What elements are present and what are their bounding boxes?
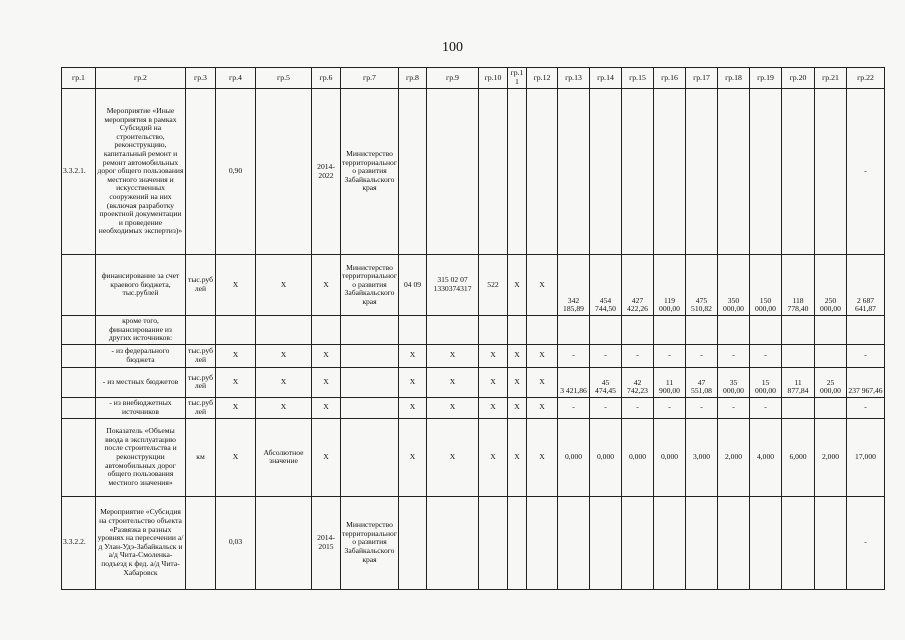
table-row [62, 255, 885, 316]
table-cell: Х [256, 367, 312, 397]
table-cell: тыс.рублей [186, 367, 216, 397]
table-cell: 35 000,00 [718, 367, 750, 397]
table-cell: Министерство территориального развития Забайкальского края [341, 496, 399, 589]
column-header: гр.5 [256, 68, 312, 89]
table-row [62, 316, 885, 345]
table-cell: - [622, 397, 654, 418]
table-cell [256, 89, 312, 255]
table-cell [558, 316, 590, 345]
table-cell [508, 496, 527, 589]
table-cell: 4,000 [750, 418, 782, 496]
table-cell: - [847, 344, 885, 367]
table-cell [782, 397, 815, 418]
table-row [62, 397, 885, 418]
table-cell [62, 367, 96, 397]
table-cell: 0,000 [558, 418, 590, 496]
table-cell [782, 496, 815, 589]
table-cell: Х [479, 344, 508, 367]
table-cell: Х [508, 397, 527, 418]
table-cell: тыс.рублей [186, 255, 216, 316]
table-cell [216, 316, 256, 345]
table-cell: - [558, 397, 590, 418]
table-cell [341, 367, 399, 397]
table-cell [427, 316, 479, 345]
table-cell [341, 344, 399, 367]
table-cell: Х [256, 397, 312, 418]
table-cell: 04 09 [399, 255, 427, 316]
table-cell: - [847, 496, 885, 589]
table-cell: 118 778,40 [782, 255, 815, 316]
table-cell: 2,000 [718, 418, 750, 496]
table-cell: Х [427, 418, 479, 496]
column-header: гр.22 [847, 68, 885, 89]
table-cell: 2,000 [815, 418, 847, 496]
column-header: гр.2 [96, 68, 186, 89]
table-cell [479, 316, 508, 345]
table-cell [718, 316, 750, 345]
table-cell [186, 316, 216, 345]
column-header: гр.10 [479, 68, 508, 89]
table-cell: Министерство территориального развития Забайкальского края [341, 255, 399, 316]
table-cell [815, 316, 847, 345]
table-cell [654, 496, 686, 589]
table-cell: 0,03 [216, 496, 256, 589]
table-cell [782, 344, 815, 367]
table-cell [815, 397, 847, 418]
table-cell: Абсолютное значение [256, 418, 312, 496]
table-cell [256, 496, 312, 589]
table-cell: Х [399, 344, 427, 367]
table-cell: 454 744,50 [590, 255, 622, 316]
table-cell [686, 316, 718, 345]
table-cell: Х [216, 367, 256, 397]
table-cell: Х [479, 367, 508, 397]
table-cell [399, 496, 427, 589]
table-cell [312, 316, 341, 345]
table-cell [558, 89, 590, 255]
table-cell [62, 316, 96, 345]
program-table-container [61, 67, 883, 590]
table-cell: 3.3.2.2. [62, 496, 96, 589]
table-cell [527, 316, 558, 345]
table-cell: - [718, 344, 750, 367]
table-cell [186, 89, 216, 255]
column-header: гр.14 [590, 68, 622, 89]
table-cell: - из федерального бюджета [96, 344, 186, 367]
table-cell: 17,000 [847, 418, 885, 496]
table-cell [654, 316, 686, 345]
column-header: гр.18 [718, 68, 750, 89]
table-cell: Х [216, 255, 256, 316]
column-header: гр.8 [399, 68, 427, 89]
table-cell [399, 316, 427, 345]
table-cell: финансирование за счет краевого бюджета, тыс.рублей [96, 255, 186, 316]
table-cell: - [847, 89, 885, 255]
table-cell: 250 000,00 [815, 255, 847, 316]
table-cell: - из внебюджетных источников [96, 397, 186, 418]
table-cell [815, 344, 847, 367]
table-cell: Х [479, 418, 508, 496]
table-cell: 342 185,89 [558, 255, 590, 316]
column-header: гр.7 [341, 68, 399, 89]
table-cell [590, 89, 622, 255]
table-cell: - [750, 397, 782, 418]
table-cell [62, 397, 96, 418]
table-cell: км [186, 418, 216, 496]
table-cell [686, 496, 718, 589]
table-cell [847, 316, 885, 345]
table-cell: - [718, 397, 750, 418]
column-header: гр.16 [654, 68, 686, 89]
table-cell: - [590, 397, 622, 418]
table-cell: Х [527, 255, 558, 316]
table-cell: Х [312, 344, 341, 367]
table-cell: 475 510,82 [686, 255, 718, 316]
table-cell: 11 900,00 [654, 367, 686, 397]
table-row [62, 367, 885, 397]
table-cell: 11 877,84 [782, 367, 815, 397]
column-header: гр.3 [186, 68, 216, 89]
table-cell: Х [256, 344, 312, 367]
table-cell: Х [399, 367, 427, 397]
table-cell: Х [312, 255, 341, 316]
column-header: гр.11 [508, 68, 527, 89]
table-cell: 3.3.2.1. [62, 89, 96, 255]
table-cell [62, 255, 96, 316]
table-cell: Х [527, 344, 558, 367]
table-cell: Х [216, 418, 256, 496]
table-cell [622, 89, 654, 255]
table-cell [479, 89, 508, 255]
program-table [61, 67, 885, 590]
table-cell [654, 89, 686, 255]
table-cell: - [654, 397, 686, 418]
table-cell: Мероприятие «Субсидия на строительство объекта «Развязка в разных уровнях на пересечении а/д Улан-Удэ-Забайкальск и а/д Чита-Смоленка-подъезд к фед. а/д Чита-Хабаровск [96, 496, 186, 589]
table-cell: 0,90 [216, 89, 256, 255]
column-header: гр.21 [815, 68, 847, 89]
column-header: гр.13 [558, 68, 590, 89]
table-cell [186, 496, 216, 589]
page-number: 100 [442, 40, 463, 55]
table-cell [427, 89, 479, 255]
table-cell: Х [479, 397, 508, 418]
table-cell: - [847, 397, 885, 418]
table-cell: Х [527, 367, 558, 397]
table-cell: 522 [479, 255, 508, 316]
table-cell: Х [527, 418, 558, 496]
table-cell: - [686, 344, 718, 367]
table-cell [782, 89, 815, 255]
table-cell: Х [399, 418, 427, 496]
table-cell: 0,000 [654, 418, 686, 496]
column-header: гр.20 [782, 68, 815, 89]
table-cell: 3 421,86 [558, 367, 590, 397]
table-cell [622, 496, 654, 589]
table-cell: Мероприятие «Иные мероприятия в рамках Субсидий на строительство, реконструкцию, капитальный ремонт и ремонт автомобильных дорог общего пользования местного значения и искусственных сооружений на них (включая разработку проектной документации и проведение необходимых экспертиз)» [96, 89, 186, 255]
table-cell [590, 316, 622, 345]
table-cell [718, 496, 750, 589]
table-cell [750, 316, 782, 345]
table-cell: 350 000,00 [718, 255, 750, 316]
table-cell: Х [508, 367, 527, 397]
table-cell [479, 496, 508, 589]
column-header: гр.6 [312, 68, 341, 89]
table-cell: 150 000,00 [750, 255, 782, 316]
table-cell: 6,000 [782, 418, 815, 496]
table-cell [782, 316, 815, 345]
table-cell: 45 474,45 [590, 367, 622, 397]
table-cell: - [654, 344, 686, 367]
table-cell [341, 397, 399, 418]
table-cell [256, 316, 312, 345]
table-cell [62, 344, 96, 367]
table-cell: Х [427, 397, 479, 418]
table-cell: Х [312, 397, 341, 418]
column-header: гр.19 [750, 68, 782, 89]
table-cell: Х [508, 255, 527, 316]
table-row [62, 344, 885, 367]
table-cell [527, 89, 558, 255]
table-cell [750, 496, 782, 589]
table-cell: 2014-2015 [312, 496, 341, 589]
table-cell [590, 496, 622, 589]
table-cell: Х [216, 397, 256, 418]
table-cell [622, 316, 654, 345]
table-cell: Х [256, 255, 312, 316]
table-cell: тыс.рублей [186, 397, 216, 418]
table-cell: 427 422,26 [622, 255, 654, 316]
table-cell [686, 89, 718, 255]
table-cell [750, 89, 782, 255]
table-cell: Х [312, 418, 341, 496]
table-cell [341, 316, 399, 345]
header-row [62, 68, 885, 89]
table-cell: 42 742,23 [622, 367, 654, 397]
table-cell [341, 418, 399, 496]
table-cell: 47 551,08 [686, 367, 718, 397]
table-cell: - [622, 344, 654, 367]
table-cell: Х [312, 367, 341, 397]
table-cell [427, 496, 479, 589]
table-cell: Министерство территориального развития Забайкальского края [341, 89, 399, 255]
table-cell: тыс.рублей [186, 344, 216, 367]
table-row [62, 496, 885, 589]
table-cell [62, 418, 96, 496]
table-cell: 0,000 [622, 418, 654, 496]
table-cell [558, 496, 590, 589]
table-cell: 119 000,00 [654, 255, 686, 316]
table-cell: Х [399, 397, 427, 418]
table-cell: 25 000,00 [815, 367, 847, 397]
table-cell: - [686, 397, 718, 418]
table-cell [399, 89, 427, 255]
table-cell [815, 496, 847, 589]
table-cell [508, 316, 527, 345]
table-body [62, 89, 885, 590]
table-cell [815, 89, 847, 255]
table-cell: 237 967,46 [847, 367, 885, 397]
column-header: гр.1 [62, 68, 96, 89]
table-cell: Х [508, 418, 527, 496]
table-cell: 0,000 [590, 418, 622, 496]
table-cell: Х [427, 367, 479, 397]
table-cell: Х [427, 344, 479, 367]
column-header: гр.9 [427, 68, 479, 89]
table-header [62, 68, 885, 89]
column-header: гр.17 [686, 68, 718, 89]
table-cell: - из местных бюджетов [96, 367, 186, 397]
table-cell: 2 687 641,87 [847, 255, 885, 316]
table-cell: - [590, 344, 622, 367]
table-cell: 2014-2022 [312, 89, 341, 255]
table-row [62, 418, 885, 496]
table-cell [508, 89, 527, 255]
table-cell: 15 000,00 [750, 367, 782, 397]
table-cell [527, 496, 558, 589]
column-header: гр.15 [622, 68, 654, 89]
column-header: гр.12 [527, 68, 558, 89]
table-cell: - [558, 344, 590, 367]
table-cell: Х [508, 344, 527, 367]
table-cell: кроме того, финансирование из других источников: [96, 316, 186, 345]
table-cell: Х [216, 344, 256, 367]
table-cell: - [750, 344, 782, 367]
table-cell [718, 89, 750, 255]
table-cell: 315 02 07 1330374317 [427, 255, 479, 316]
table-cell: Х [527, 397, 558, 418]
table-row [62, 89, 885, 255]
table-cell: 3,000 [686, 418, 718, 496]
column-header: гр.4 [216, 68, 256, 89]
table-cell: Показатель «Объемы ввода в эксплуатацию после строительства и реконструкции автомобильных дорог общего пользования местного значения» [96, 418, 186, 496]
